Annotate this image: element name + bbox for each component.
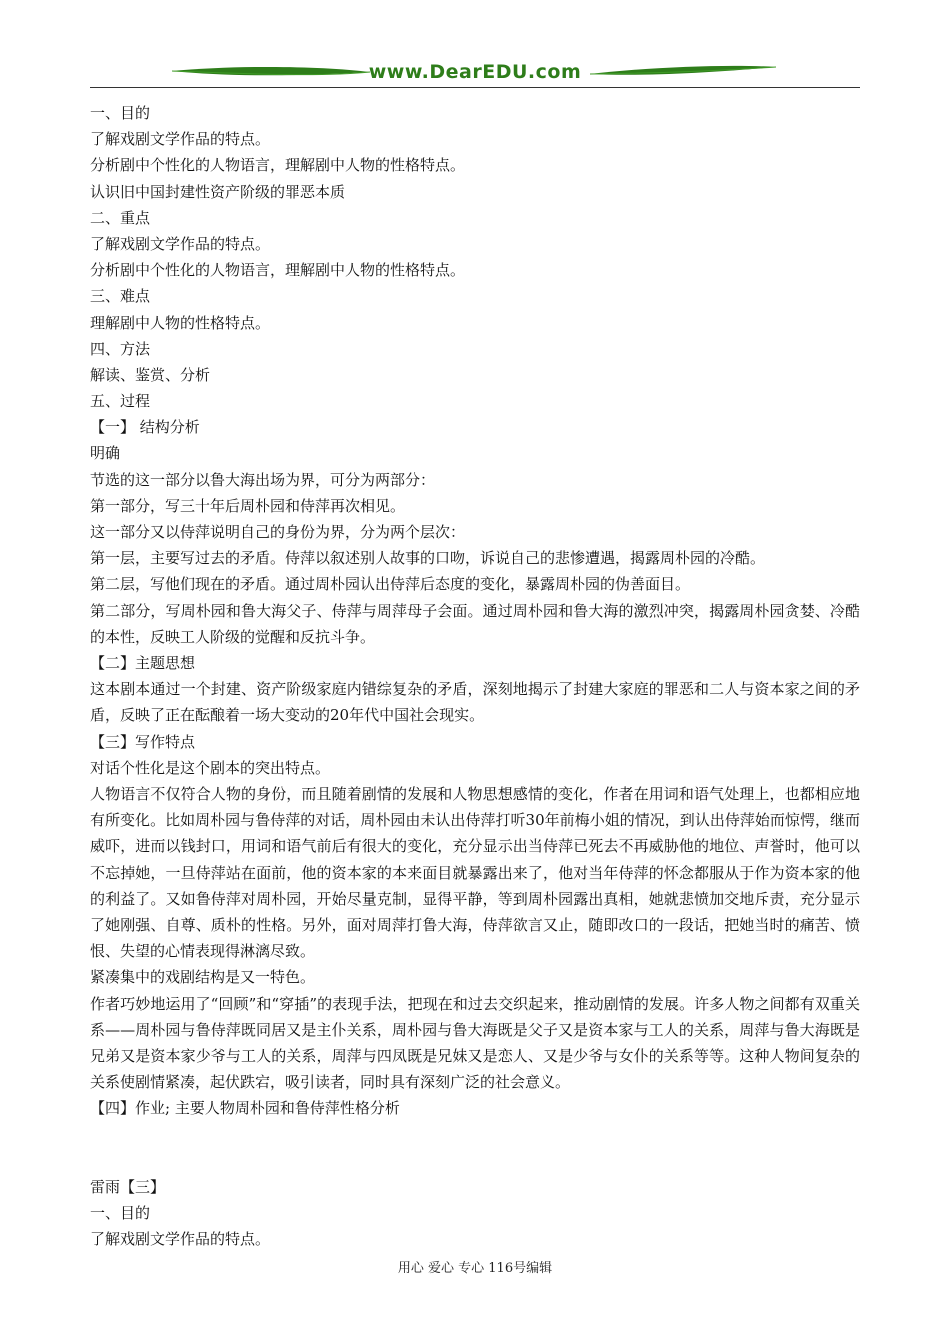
paragraph: 第二部分，写周朴园和鲁大海父子、侍萍与周萍母子会面。通过周朴园和鲁大海的激烈冲突，揭露周朴园贪婪、冷酷的本性，反映工人阶级的觉醒和反抗斗争。 [90,601,860,646]
document-body [90,100,860,1252]
paragraph: 人物语言不仅符合人物的身份，而且随着剧情的发展和人物思想感情的变化，作者在用词和语气处理上，也都相应地有所变化。比如周朴园与鲁侍萍的对话，周朴园由未认出侍萍打听30年前梅小姐的情况，到认出侍萍始而惊愕，继而威吓，进而以钱封口，用词和语气前后有很大的变化，充分显示出当侍萍已死去不再威胁他的地位、声誉时，他可以不忘掉她，一旦侍萍站在面前，他的资本家的本来面目就暴露出来了，他对当年侍萍的怀念都服从于作为资本家的他的利益了。又如鲁侍萍对周朴园，开始尽量克制，显得平静，等到周朴园露出真相，她就悲愤加交地斥责，充分显示了她刚强、自尊、质朴的性格。另外，面对周萍打鲁大海，侍萍欲言又止，随即改口的一段话，把她当时的痛苦、愤恨、失望的心情表现得淋漓尽致。 [90,784,860,961]
text-line: 解读、鉴赏、分析 [90,365,211,384]
site-header [90,58,860,90]
section-heading-process: 五、过程 [90,392,151,411]
subheading-writing-features: 【三】写作特点 [90,732,196,751]
text-line: 节选的这一部分以鲁大海出场为界，可分为两部分： [90,470,436,489]
lesson-title: 雷雨【三】 [90,1177,166,1196]
subheading-structure: 【一】 结构分析 [90,418,200,437]
section-heading-method: 四、方法 [90,339,151,358]
paragraph: 这本剧本通过一个封建、资产阶级家庭内错综复杂的矛盾，深刻地揭示了封建大家庭的罪恶和二人与资本家之间的矛盾，反映了正在酝酿着一场大变动的20年代中国社会现实。 [90,680,860,725]
text-line: 了解戏剧文学作品的特点。 [90,130,271,149]
text-line: 对话个性化是这个剧本的突出特点。 [90,758,331,777]
section-heading-difficulty: 三、难点 [90,287,151,306]
text-line: 紧凑集中的戏剧结构是又一特色。 [90,968,316,987]
text-line: 了解戏剧文学作品的特点。 [90,234,271,253]
page-footer: 用心 爱心 专心 116号编辑 [397,1261,553,1276]
text-line: 了解戏剧文学作品的特点。 [90,1229,271,1248]
site-logo-text: www.DearEDU.com [368,61,582,83]
text-line: 第一层，主要写过去的矛盾。侍萍以叙述别人故事的口吻，诉说自己的悲惨遭遇，揭露周朴园的冷酷。 [90,549,766,568]
subheading-theme: 【二】主题思想 [90,653,196,672]
paragraph: 作者巧妙地运用了“回顾”和“穿插”的表现手法，把现在和过去交织起来，推动剧情的发展。许多人物之间都有双重关系——周朴园与鲁侍萍既同居又是主仆关系，周朴园与鲁大海既是父子又是资本家与工人的关系，周萍与鲁大海既是兄弟又是资本家少爷与工人的关系，周萍与四凤既是兄妹又是恋人、又是少爷与女仆的关系等等。这种人物间复杂的关系使剧情紧凑，起伏跌宕，吸引读者，同时具有深刻广泛的社会意义。 [90,994,860,1092]
section-heading-goal: 一、目的 [90,104,151,122]
spacer [90,1122,860,1174]
header-divider [90,87,860,88]
text-line: 认识旧中国封建性资产阶级的罪恶本质 [90,182,346,201]
text-line: 第二层，写他们现在的矛盾。通过周朴园认出侍萍后态度的变化，暴露周朴园的伪善面目。 [90,575,691,594]
text-line: 第一部分，写三十年后周朴园和侍萍再次相见。 [90,496,406,515]
subheading-homework: 【四】作业; 主要人物周朴园和鲁侍萍性格分析 [90,1099,400,1118]
section-heading-key-points: 二、重点 [90,208,151,227]
text-line: 这一部分又以侍萍说明自己的身份为界，分为两个层次： [90,523,466,541]
text-line: 分析剧中个性化的人物语言，理解剧中人物的性格特点。 [90,156,466,175]
text-line: 分析剧中个性化的人物语言，理解剧中人物的性格特点。 [90,261,466,280]
text-line: 理解剧中人物的性格特点。 [90,313,271,332]
section-heading-goal: 一、目的 [90,1203,151,1222]
text-line: 明确 [90,444,121,463]
